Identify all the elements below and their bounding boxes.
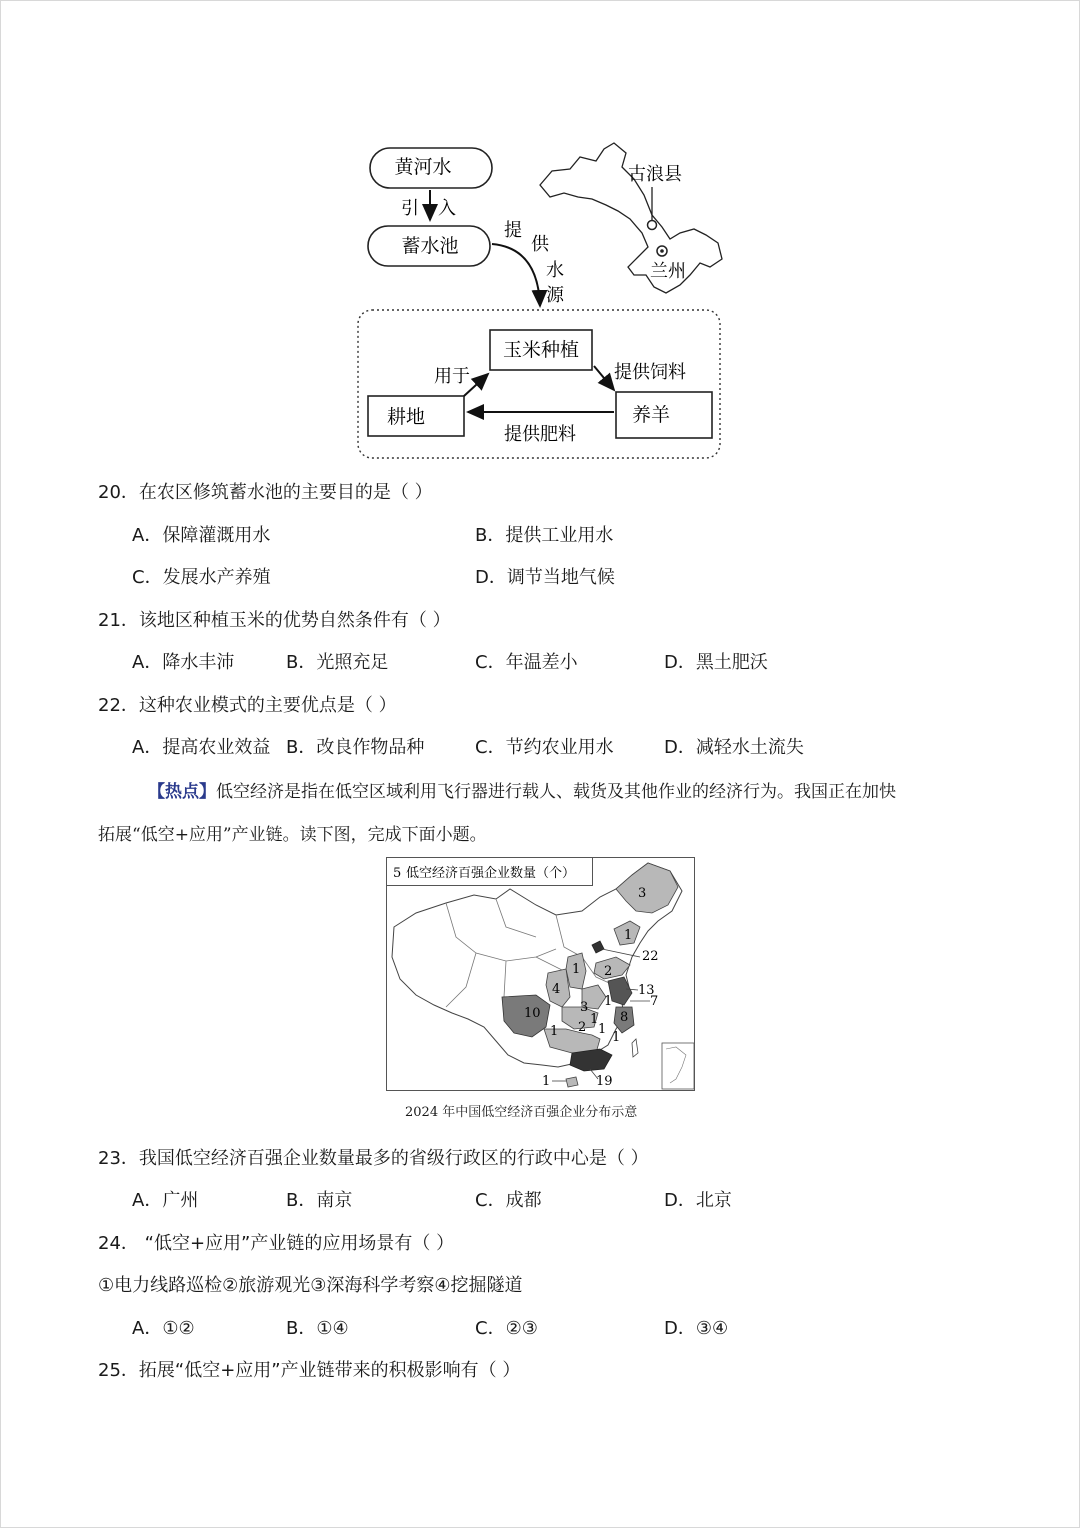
q22-option-c[interactable] (475, 733, 614, 759)
water-source-char-1: 提 (504, 220, 522, 241)
count-hainan: 1 (542, 1074, 551, 1089)
hotspot-text-1: 低空经济是指在低空区域利用飞行器进行载人、载货及其他作业的经济行为。我国正在加快 (216, 782, 896, 802)
q23-option-a[interactable] (132, 1186, 198, 1212)
q20-option-c-letter: C． (132, 567, 163, 588)
question-24-stem: 24． “低空+应用”产业链的应用场景有（ ） (98, 1233, 455, 1254)
q23-option-b[interactable] (286, 1186, 352, 1212)
arrow-intake-char-1: 引 (401, 198, 419, 219)
question-24-scenarios: ①电力线路巡检②旅游观光③深海科学考察④挖掘隧道 (98, 1275, 523, 1296)
q20-option-d[interactable] (475, 563, 615, 589)
q23-option-c-letter: C． (475, 1190, 506, 1211)
count-chongqing: 3 (580, 1000, 589, 1015)
city-marker-dot (660, 249, 664, 253)
q21-option-d[interactable] (664, 648, 768, 674)
corn-label: 玉米种植 (502, 339, 580, 361)
q22-option-c-text: 节约农业用水 (505, 737, 614, 758)
legend-value: 5 (393, 866, 402, 881)
question-25-stem: 25．拓展“低空+应用”产业链带来的积极影响有（ ） (98, 1360, 521, 1381)
q22-option-a-text: 提高农业效益 (162, 737, 271, 758)
water-source-char-2: 供 (531, 234, 549, 255)
question-22-stem: 22．这种农业模式的主要优点是（ ） (98, 695, 397, 716)
q22-option-d[interactable] (664, 733, 804, 759)
water-source-char-3: 水 (546, 260, 564, 281)
count-guizhou: 1 (550, 1024, 559, 1039)
count-hunan: 2 (578, 1020, 587, 1035)
q24-option-a[interactable] (132, 1314, 195, 1340)
hotspot-tag: 【热点】 (148, 782, 216, 802)
q24-option-b-letter: B． (286, 1318, 317, 1339)
fertilizer-label: 提供肥料 (504, 424, 576, 445)
q23-option-d-text: 北京 (695, 1190, 732, 1211)
count-beijing: 22 (642, 949, 659, 964)
q20-option-a[interactable] (132, 521, 270, 547)
q21-option-b-text: 光照充足 (316, 652, 389, 673)
q24-option-a-letter: A． (132, 1318, 163, 1339)
q23-option-d-letter: D． (664, 1190, 696, 1211)
region-hainan (566, 1077, 578, 1087)
count-hubei: 1 (590, 1012, 599, 1027)
count-zhejiang: 8 (620, 1010, 629, 1025)
count-shanghai: 7 (650, 994, 659, 1009)
q22-option-a[interactable] (132, 733, 270, 759)
q20-option-d-letter: D． (475, 567, 507, 588)
gansu-location-map (530, 135, 730, 305)
q24-option-d-letter: D． (664, 1318, 696, 1339)
hotspot-line-1 (148, 777, 896, 802)
hotspot-line-2: 拓展“低空+应用”产业链。读下图，完成下面小题。 (98, 825, 487, 845)
q20-option-a-text: 保障灌溉用水 (162, 525, 271, 546)
q23-option-c-text: 成都 (505, 1190, 542, 1211)
question-23-stem: 23．我国低空经济百强企业数量最多的省级行政区的行政中心是（ ） (98, 1148, 649, 1169)
q24-option-b-text: ①④ (316, 1318, 349, 1339)
q22-option-d-text: 减轻水土流失 (695, 737, 804, 758)
count-shaanxi: 4 (552, 982, 561, 997)
q22-option-b-text: 改良作物品种 (316, 737, 425, 758)
yellow-river-label: 黄河水 (394, 156, 452, 178)
city-label: 兰州 (650, 261, 686, 282)
q24-option-d[interactable] (664, 1314, 728, 1340)
q24-option-c[interactable] (475, 1314, 538, 1340)
q23-option-b-letter: B． (286, 1190, 317, 1211)
count-shandong: 2 (604, 964, 613, 979)
count-jiangxi: 1 (598, 1022, 607, 1037)
q24-option-c-text: ②③ (505, 1318, 538, 1339)
q24-option-d-text: ③④ (695, 1318, 729, 1339)
count-heilongjiang: 3 (638, 886, 647, 901)
question-20-stem: 20．在农区修筑蓄水池的主要目的是（ ） (98, 482, 433, 503)
count-shanxi: 1 (572, 962, 581, 977)
q20-option-c[interactable] (132, 563, 271, 589)
q22-option-b[interactable] (286, 733, 424, 759)
q20-option-b[interactable] (475, 521, 613, 547)
count-guangdong: 19 (596, 1074, 613, 1089)
water-source-char-4: 源 (546, 285, 564, 306)
reservoir-label: 蓄水池 (401, 235, 459, 257)
q21-option-c-text: 年温差小 (505, 652, 578, 673)
q21-option-a-text: 降水丰沛 (162, 652, 235, 673)
q20-option-d-text: 调节当地气候 (506, 567, 615, 588)
map-caption: 2024 年中国低空经济百强企业分布示意 (405, 1105, 638, 1120)
county-marker (648, 221, 657, 230)
q21-option-a[interactable] (132, 648, 234, 674)
count-fujian: 1 (612, 1030, 621, 1045)
count-liaoning: 1 (624, 928, 633, 943)
q21-option-d-text: 黑土肥沃 (695, 652, 768, 673)
feed-label: 提供饲料 (614, 362, 686, 383)
q21-option-d-letter: D． (664, 652, 696, 673)
q22-option-b-letter: B． (286, 737, 317, 758)
q23-option-b-text: 南京 (316, 1190, 353, 1211)
q22-option-c-letter: C． (475, 737, 506, 758)
count-jiangsu: 13 (638, 983, 655, 998)
q23-option-c[interactable] (475, 1186, 542, 1212)
count-henan: 1 (604, 994, 613, 1009)
use-label: 用于 (434, 366, 470, 387)
sheep-label: 养羊 (631, 404, 671, 426)
q21-option-b[interactable] (286, 648, 388, 674)
q20-option-c-text: 发展水产养殖 (162, 567, 271, 588)
q21-option-b-letter: B． (286, 652, 317, 673)
q21-option-c[interactable] (475, 648, 578, 674)
q23-option-d[interactable] (664, 1186, 732, 1212)
arrow-feed (594, 366, 614, 390)
q21-option-c-letter: C． (475, 652, 506, 673)
q24-option-c-letter: C． (475, 1318, 506, 1339)
south-china-sea-inset (662, 1043, 694, 1089)
china-low-altitude-map (386, 857, 696, 1092)
q24-option-b[interactable] (286, 1314, 349, 1340)
farmland-label: 耕地 (386, 406, 426, 428)
legend-label: 低空经济百强企业数量（个） (406, 866, 576, 881)
q24-option-a-text: ①② (162, 1318, 195, 1339)
q21-option-a-letter: A． (132, 652, 163, 673)
arrow-intake-char-2: 入 (438, 198, 456, 219)
q22-option-d-letter: D． (664, 737, 696, 758)
count-sichuan: 10 (524, 1006, 541, 1021)
q20-option-b-letter: B． (475, 525, 506, 546)
question-21-stem: 21．该地区种植玉米的优势自然条件有（ ） (98, 610, 451, 631)
county-label: 古浪县 (628, 164, 682, 185)
q20-option-a-letter: A． (132, 525, 163, 546)
q23-option-a-letter: A． (132, 1190, 163, 1211)
q20-option-b-text: 提供工业用水 (505, 525, 614, 546)
q23-option-a-text: 广州 (162, 1190, 199, 1211)
q22-option-a-letter: A． (132, 737, 163, 758)
